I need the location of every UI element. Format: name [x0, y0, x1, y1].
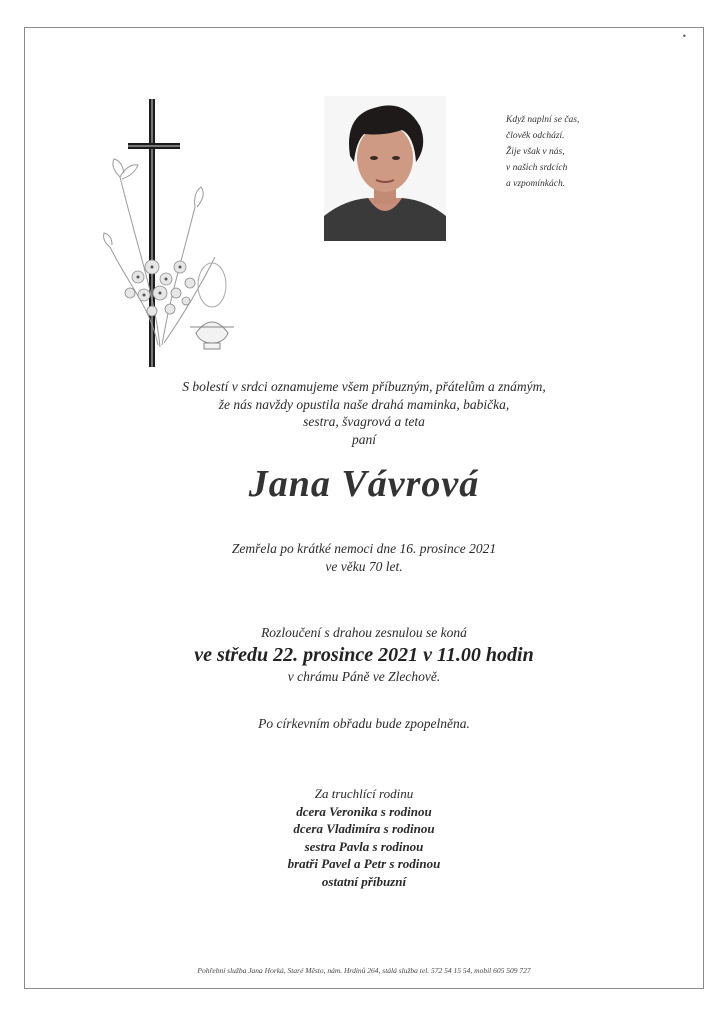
farewell-intro: Rozloučení s drahou zesnulou se koná: [261, 625, 467, 640]
death-details: [24, 540, 704, 575]
death-date-line: Zemřela po krátké nemoci dne 16. prosince 2021: [231, 541, 497, 556]
mourner-entry: sestra Pavla s rodinou: [304, 838, 424, 854]
mourner-entry: dcera Veronika s rodinou: [296, 803, 432, 819]
mourner-entry: dcera Vladimíra s rodinou: [293, 821, 435, 836]
intro-line: S bolestí v srdci oznamujeme všem příbuzným, přátelům a známým,: [182, 379, 546, 394]
speck: •: [682, 32, 687, 41]
poem-line: Když naplní se čas,: [506, 115, 580, 125]
mourner-entry: bratři Pavel a Petr s rodinou: [287, 856, 441, 871]
cross-with-lilies-and-lamp-illustration: [100, 97, 240, 369]
cremation-note: Po církevním obřadu bude zpopelněna.: [258, 716, 470, 731]
memorial-poem: [506, 112, 626, 192]
mourners-list: [24, 785, 704, 890]
mourner-entry: ostatní příbuzní: [321, 873, 407, 889]
intro-line: že nás navždy opustila naše drahá maminka, babička,: [218, 396, 510, 412]
poem-line: člověk odchází.: [506, 131, 565, 141]
poem-line: a vzpomínkách.: [506, 179, 566, 189]
age-line: ve věku 70 let.: [325, 558, 403, 574]
farewell-place: v chrámu Páně ve Zlechově.: [287, 669, 441, 684]
portrait-photo: [324, 96, 446, 241]
farewell-date: ve středu 22. prosince 2021 v 11.00 hodin: [194, 644, 534, 666]
mourners-intro: Za truchlící rodinu: [314, 786, 414, 801]
announcement-intro: [24, 378, 704, 448]
deceased-name: Jana Vávrová: [248, 463, 480, 505]
intro-line: sestra, švagrová a teta: [303, 414, 425, 429]
funeral-service-footer: Pohřební služba Jana Horká, Staré Město, nám. Hrdinů 264, stálá služba tel. 572 54 15 54, mobil 605 509 727: [197, 966, 531, 975]
poem-line: v našich srdcích: [506, 163, 568, 173]
intro-line: paní: [351, 431, 376, 447]
poem-line: Žije však v nás,: [506, 147, 565, 157]
